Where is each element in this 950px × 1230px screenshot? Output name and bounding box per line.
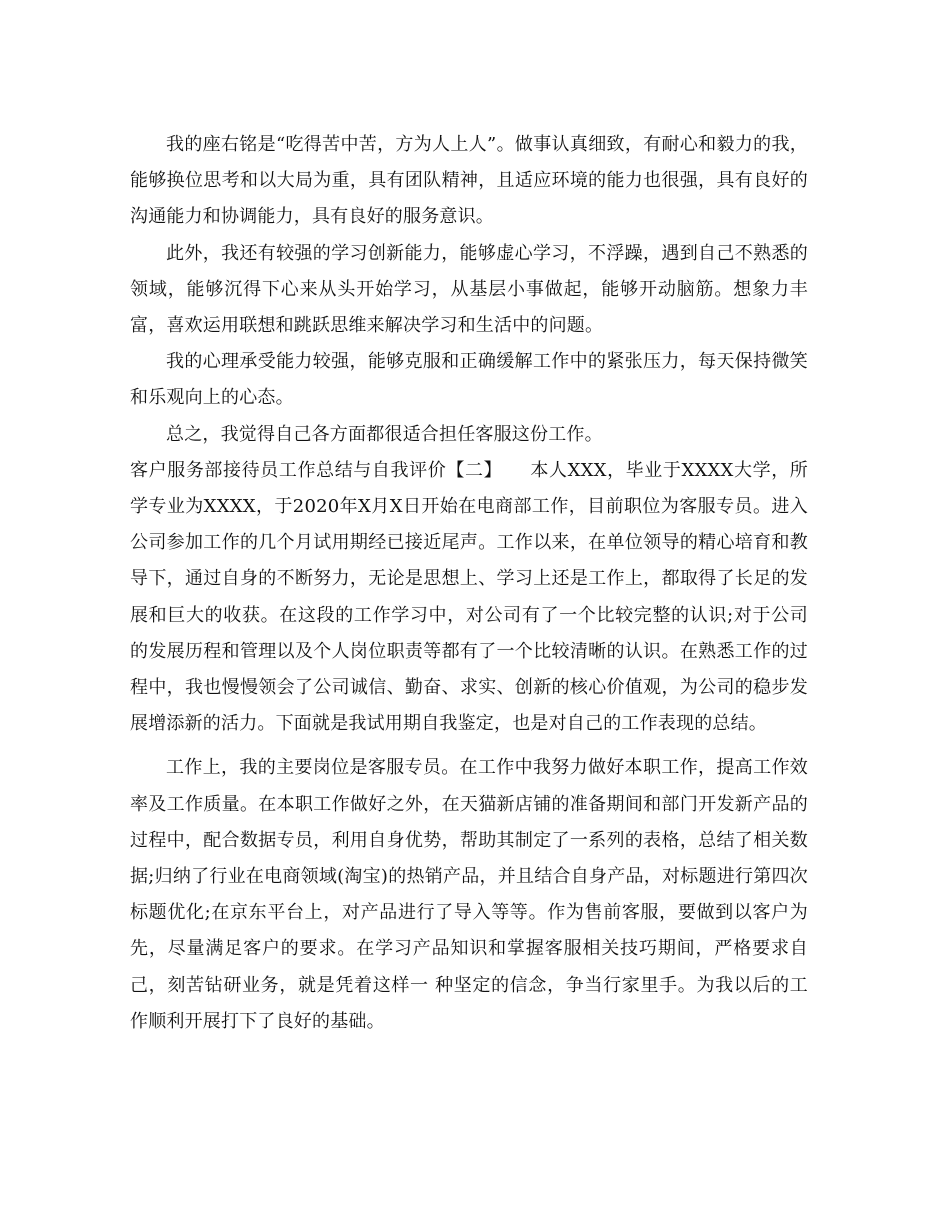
- paragraph-learning: 此外，我还有较强的学习创新能力，能够虚心学习，不浮躁，遇到自己不熟悉的领域，能够沉得下心来从头开始学习，从基层小事做起，能够开动脑筋。想象力丰富，喜欢运用联想和跳跃思维来解决学习和生活中的问题。: [130, 242, 808, 337]
- paragraph-work: 工作上，我的主要岗位是客服专员。在工作中我努力做好本职工作，提高工作效率及工作质量。在本职工作做好之外，在天猫新店铺的准备期间和部门开发新产品的过程中，配合数据专员，利用自身优势，帮助其制定了一系列的表格，总结了相关数据;归纳了行业在电商领域(淘宝)的热销产品，并且结合自身产品，对标题进行第四次标题优化;在京东平台上，对产品进行了导入等等。作为售前客服，要做到以客户为先，尽量满足客户的要求。在学习产品知识和掌握客服相关技巧期间，严格要求自己，刻苦钻研业务，就是凭着这样一 种坚定的信念，争当行家里手。为我以后的工作顺利开展打下了良好的基础。: [130, 757, 808, 1032]
- paragraph-motto: 我的座右铭是“吃得苦中苦，方为人上人”。做事认真细致，有耐心和毅力的我，能够换位思考和以大局为重，具有团队精神，且适应环境的能力也很强，具有良好的沟通能力和协调能力，具有良好的服务意识。: [130, 134, 808, 228]
- paragraph-section-two: 客户服务部接待员工作总结与自我评价【二】 本人XXX，毕业于XXXX大学，所学专业为XXXX，于2020年X月X日开始在电商部工作，目前职位为客服专员。进入公司参加工作的几个月试用期经已接近尾声。工作以来，在单位领导的精心培育和教导下，通过自身的不断努力，无论是思想上、学习上还是工作上，都取得了长足的发展和巨大的收获。在这段的工作学习中，对公司有了一个比较完整的认识;对于公司的发展历程和管理以及个人岗位职责等都有了一个比较清晰的认识。在熟悉工作的过程中，我也慢慢领会了公司诚信、勤奋、求实、创新的核心价值观，为公司的稳步发展增添新的活力。下面就是我试用期自我鉴定，也是对自己的工作表现的总结。: [130, 459, 808, 735]
- paragraph-conclusion: 总之，我觉得自己各方面都很适合担任客服这份工作。: [166, 423, 603, 445]
- document-body: [130, 127, 808, 1040]
- paragraph-pressure: 我的心理承受能力较强，能够克服和正确缓解工作中的紧张压力，每天保持微笑和乐观向上的心态。: [130, 351, 808, 409]
